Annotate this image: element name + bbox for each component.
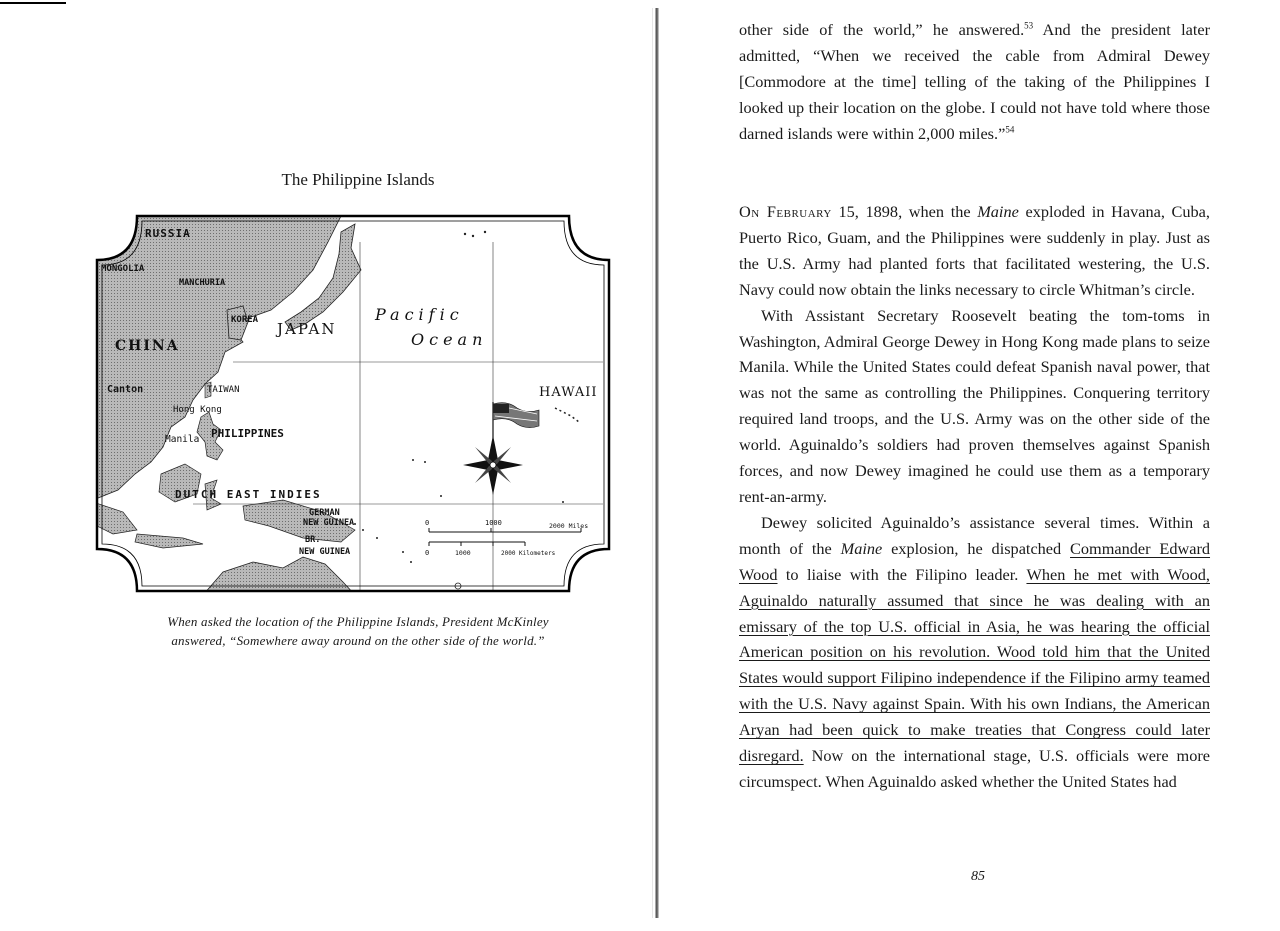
label-british: BR. — [305, 535, 321, 545]
scale-0-km: 0 — [425, 549, 430, 557]
page-number: 85 — [971, 869, 985, 884]
label-china: CHINA — [115, 338, 180, 354]
paragraph-2: On February 15, 1898, when the Maine exploded in Havana, Cuba, Puerto Rico, Guam, and the Philippines were suddenly in play. Just as the U.S. Army had planted forts that facilitated westering, the U.S. Navy could now obtain the links necessary to circle Whitman’s circle. — [739, 202, 1210, 299]
paragraph-4: Dewey solicited Aguinaldo’s assistance several times. Within a month of the Maine explosion, he dispatched Commander Edward Wood to liaise with the Filipino leader. When he met with Wood, Aguinaldo naturally assumed that since he was dealing with an emissary of the top U.S. official in Asia, he was hearing the official American position on his revolution. Wood told him that the United States would support Filipino independence if the Filipino army teamed with the U.S. Navy against Spain. With his own Indians, the American Aryan had been quick to make treaties that Congress could later disregard. Now on the international stage, U.S. officials were more circumspect. When Aguinaldo asked whether the United States had — [739, 512, 1211, 791]
corner-rule — [0, 2, 66, 4]
label-german-new-guinea: NEW GUINEA — [303, 518, 355, 528]
scale-2000-km: 2000 Kilometers — [501, 550, 556, 557]
maine-italic-2: Maine — [840, 538, 883, 558]
label-pacific: Pacific — [375, 305, 464, 324]
footnote-54: 54 — [1005, 124, 1015, 135]
caption-line-2: answered, “Somewhere away around on the other side of the world.” — [171, 633, 545, 648]
label-manila: Manila — [165, 434, 200, 445]
small-caps-opening: On February — [739, 202, 832, 221]
label-dutch-east-indies: DUTCH EAST INDIES — [175, 488, 322, 501]
label-ocean: Ocean — [411, 330, 488, 349]
label-canton: Canton — [107, 384, 144, 395]
label-japan: JAPAN — [277, 320, 337, 338]
label-korea: KOREA — [231, 315, 259, 325]
map-caption — [120, 612, 596, 650]
label-british-new-guinea: NEW GUINEA — [299, 547, 351, 557]
gutter-shadow — [652, 8, 653, 918]
footnote-53: 53 — [1024, 20, 1034, 31]
map-title: The Philippine Islands — [281, 170, 435, 189]
label-mongolia: MONGOLIA — [101, 264, 145, 274]
label-german: GERMAN — [309, 508, 340, 518]
scale-1000-km: 1000 — [455, 549, 471, 557]
paragraph-3: With Assistant Secretary Roosevelt beating the tom-toms in Washington, Admiral George Dewey in Hong Kong made plans to seize Manila. While the United States could defeat Spanish naval power, that was not the same as controlling the Philippines. Conquering territory required land troops, and the U.S. Army was on the other side of the world. Aguinaldo’s soldiers had proven themselves against Spanish forces, and now Dewey imagined he could use them as a temporary rent-an-army. — [739, 305, 1210, 506]
caption-line-1: When asked the location of the Philippine Islands, President McKinley — [167, 614, 549, 629]
label-hongkong: Hong Kong — [173, 405, 222, 415]
book-gutter — [655, 8, 659, 918]
underlined-passage: When he met with Wood, Aguinaldo naturally assumed that since he was dealing with an emissary of the top U.S. official in Asia, he was hearing the official American position on his revolution. Wood told him that the United States would support Filipino independence if the Filipino army teamed with the U.S. Navy against Spain. With his own Indians, the American Aryan had been quick to make treaties that Congress could later disregard. — [739, 564, 1210, 766]
paragraph-1: other side of the world,” he answered.$^{53}$ And the president later admitted, “When we received the cable from Admiral Dewey [Commodore at the time] telling of the taking of the Philippines I looked up their location on the globe. I could not have told where those darned islands were within 2,000 miles.”$^{54}$ — [739, 20, 1211, 143]
label-philippines: PHILIPPINES — [211, 427, 284, 440]
label-russia: RUSSIA — [145, 227, 191, 240]
body-text — [739, 199, 1210, 795]
scale-1000-miles: 1000 — [485, 519, 502, 527]
label-manchuria: MANCHURIA — [179, 278, 226, 288]
scale-2000-miles: 2000 Miles — [549, 522, 589, 530]
scale-0-miles: 0 — [425, 519, 430, 527]
map-figure — [93, 212, 613, 595]
underlined-commander-wood: Commander Edward Wood — [739, 538, 1211, 584]
label-hawaii: HAWAII — [539, 385, 598, 400]
maine-italic: Maine — [977, 202, 1019, 221]
label-taiwan: TAIWAN — [207, 385, 240, 395]
